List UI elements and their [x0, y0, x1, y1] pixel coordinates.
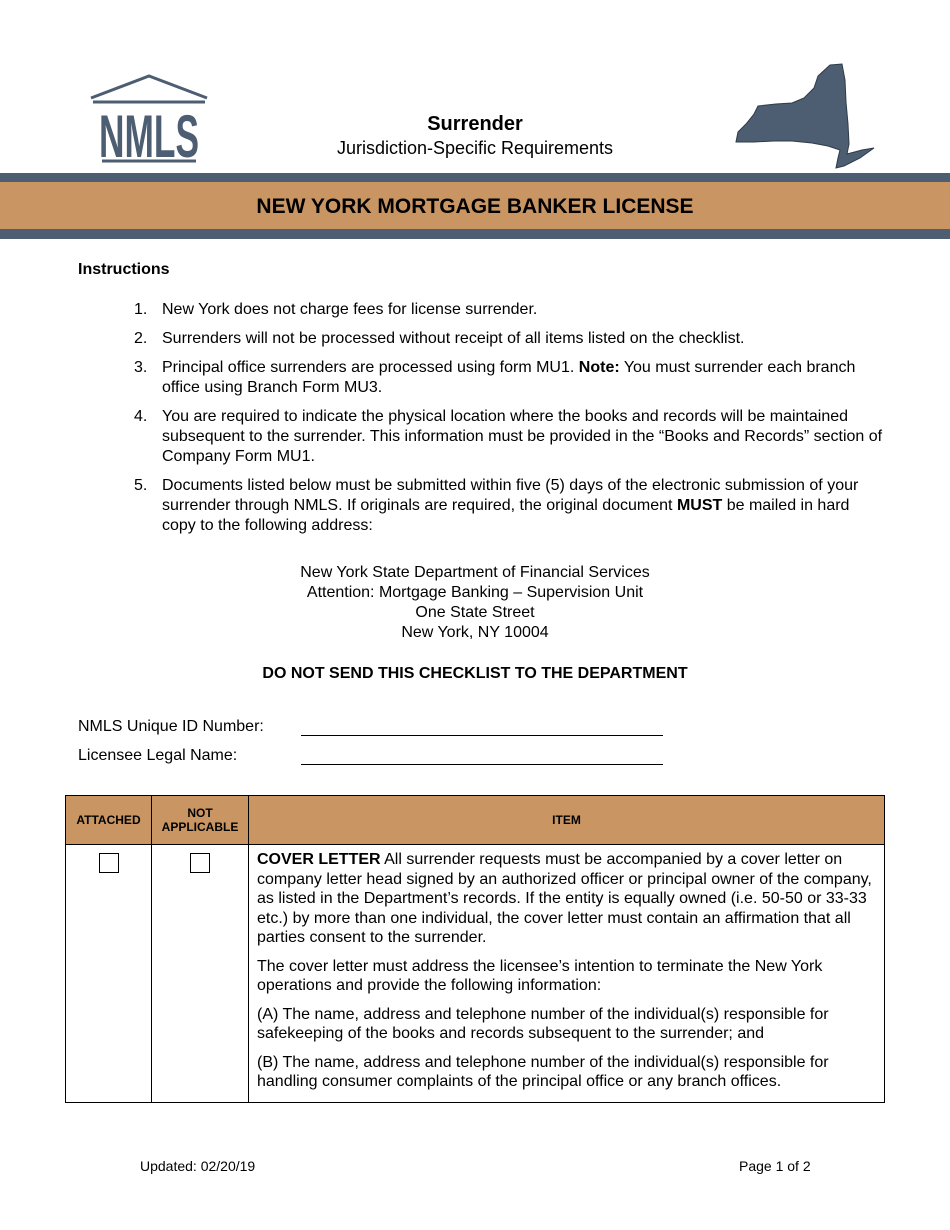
- attached-checkbox[interactable]: [99, 853, 119, 873]
- not-applicable-column-header: [152, 796, 249, 845]
- instruction-text-segment: New York does not charge fees for license surrender.: [162, 301, 538, 318]
- instruction-item: [134, 300, 884, 320]
- header-line: APPLICABLE: [161, 820, 239, 834]
- instruction-item: [134, 358, 884, 398]
- updated-date: Updated: 02/20/19: [140, 1158, 256, 1174]
- attached-checkbox-cell: [66, 845, 152, 1103]
- page-number: Page 1 of 2: [739, 1158, 811, 1174]
- banner-top-stripe: [0, 173, 950, 182]
- instruction-text-segment: Documents listed below must be submitted within five (5) days of the electronic submission of your surrender through NMLS. If originals are required, the original document: [162, 477, 859, 514]
- header-line: NOT: [187, 806, 213, 820]
- nmls-id-label: NMLS Unique ID Number:: [78, 718, 264, 735]
- not-applicable-checkbox-cell: [152, 845, 249, 1103]
- page-subtitle: Jurisdiction-Specific Requirements: [336, 138, 614, 158]
- instruction-number: 5.: [134, 477, 148, 494]
- item-paragraph: [257, 957, 876, 996]
- checklist-table: [65, 795, 885, 1103]
- legal-name-label: Licensee Legal Name:: [78, 747, 238, 764]
- item-title: COVER LETTER: [257, 851, 381, 868]
- instruction-number: 4.: [134, 408, 148, 425]
- instructions-heading: Instructions: [78, 261, 170, 278]
- logo-wordmark: NMLS: [99, 103, 199, 170]
- item-cell: [249, 845, 885, 1103]
- attached-column-header: ATTACHED: [66, 796, 152, 845]
- banner-bottom-stripe: [0, 229, 950, 239]
- instruction-number: 1.: [134, 301, 148, 318]
- legal-name-field[interactable]: [301, 764, 663, 765]
- instruction-text: [162, 358, 884, 398]
- instruction-emphasis: MUST: [676, 497, 723, 514]
- instruction-text-segment: You must surrender each branch office using Branch Form MU3.: [162, 359, 856, 396]
- license-title: NEW YORK MORTGAGE BANKER LICENSE: [256, 195, 694, 218]
- instruction-text-segment: Principal office surrenders are processed using form MU1.: [162, 359, 579, 376]
- instruction-item: [134, 407, 884, 467]
- instruction-emphasis: Note:: [578, 359, 620, 376]
- address-line: New York State Department of Financial Services: [300, 564, 650, 581]
- item-paragraph-text: (B) The name, address and telephone number of the individual(s) responsible for handling consumer complaints of the principal office or any branch offices.: [257, 1053, 829, 1090]
- page-title: Surrender: [427, 113, 523, 135]
- table-header-row: [66, 796, 885, 845]
- address-line: New York, NY 10004: [401, 624, 549, 641]
- instruction-item: [134, 476, 884, 536]
- instruction-text: [162, 329, 884, 349]
- mailing-address: [0, 563, 950, 643]
- instruction-item: [134, 329, 884, 349]
- item-paragraph-text: All surrender requests must be accompanied by a cover letter on company letter head signed by an authorized officer or principal owner of the company, as listed in the Department’s records. If the entity is equally owned (i.e. 50-50 or 33-33 etc.) by more than one individual, the cover letter must contain an affirmation that all parties consent to the surrender.: [257, 851, 872, 946]
- item-paragraph-text: The cover letter must address the licensee’s intention to terminate the New York operations and provide the following information:: [257, 957, 823, 994]
- address-line: Attention: Mortgage Banking – Supervision Unit: [306, 584, 644, 601]
- item-column-header: ITEM: [249, 796, 885, 845]
- instruction-text: [162, 407, 884, 467]
- item-paragraph-text: (A) The name, address and telephone number of the individual(s) responsible for safekeeping of the books and records subsequent to the surrender; and: [257, 1005, 829, 1042]
- item-paragraph: [257, 1005, 876, 1044]
- item-paragraph: [257, 1053, 876, 1092]
- do-not-send-warning: DO NOT SEND THIS CHECKLIST TO THE DEPARTMENT: [262, 665, 688, 682]
- instructions-list: [134, 300, 884, 545]
- instruction-text-segment: You are required to indicate the physical location where the books and records will be maintained subsequent to the surrender. This information must be provided in the “Books and Records” section of Company Form MU1.: [162, 408, 883, 465]
- new-york-state-map-icon: [732, 62, 877, 170]
- address-line: One State Street: [415, 604, 535, 621]
- instruction-number: 3.: [134, 359, 148, 376]
- instruction-text-segment: Surrenders will not be processed without receipt of all items listed on the checklist.: [162, 330, 745, 347]
- instruction-number: 2.: [134, 330, 148, 347]
- nmls-id-field[interactable]: [301, 735, 663, 736]
- instruction-text: [162, 300, 884, 320]
- instruction-text: [162, 476, 884, 536]
- instruction-text-segment: be mailed in hard copy to the following address:: [162, 497, 850, 534]
- item-paragraph: [257, 850, 876, 948]
- table-row: [66, 845, 885, 1103]
- not-applicable-checkbox[interactable]: [190, 853, 210, 873]
